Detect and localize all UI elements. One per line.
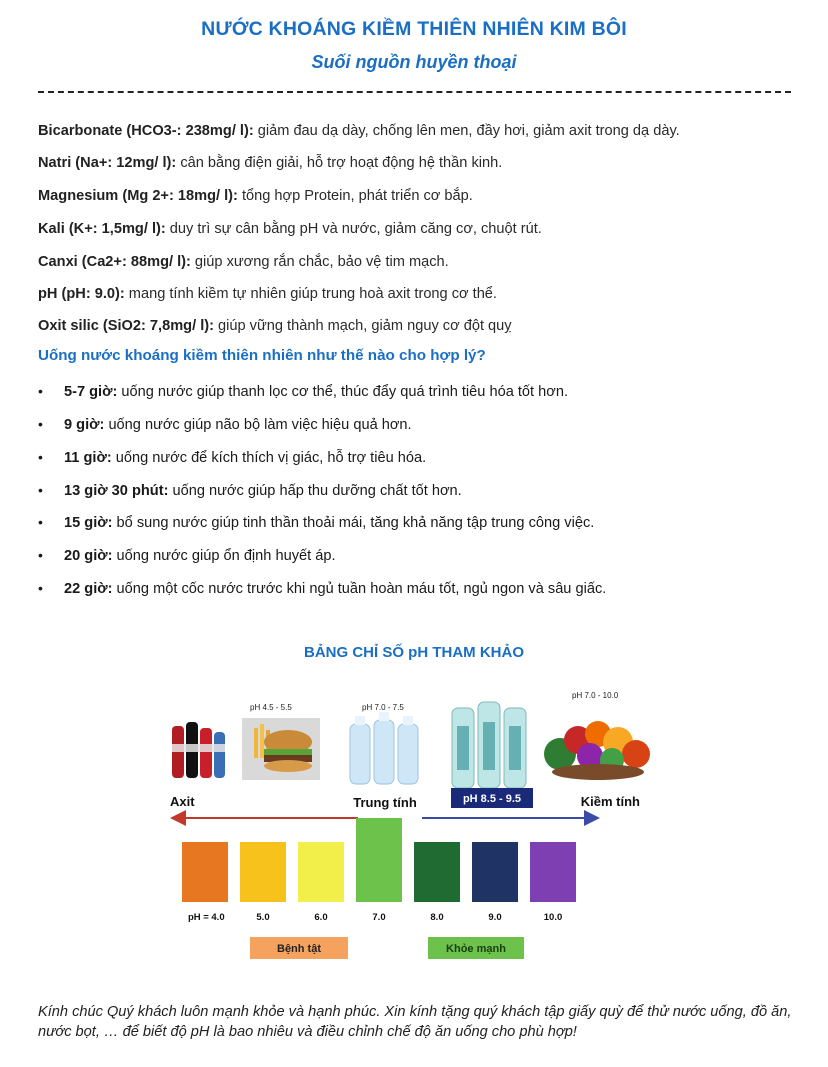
- fruit-bowl-icon: [544, 721, 650, 780]
- mineral-benefit: tổng hợp Protein, phát triển cơ bắp.: [237, 188, 473, 204]
- page-title: NƯỚC KHOÁNG KIỀM THIÊN NHIÊN KIM BÔI: [201, 18, 627, 40]
- mineral-name: pH (pH: 9.0):: [38, 286, 125, 302]
- mineral-benefit: cân bằng điện giải, hỗ trợ hoạt động hệ thần kinh.: [176, 155, 503, 171]
- ph-infographic: [150, 676, 670, 971]
- dashed-divider: [38, 91, 791, 93]
- bullet-icon: •: [38, 547, 43, 563]
- item-text: uống một cốc nước trước khi ngủ tuần hoàn máu tốt, ngủ ngon và sâu giấc.: [112, 581, 607, 597]
- bullet-icon: •: [38, 416, 43, 432]
- bullet-icon: •: [38, 482, 43, 498]
- ph-tick-label: 10.0: [543, 912, 563, 923]
- item-text: bổ sung nước giúp tinh thần thoải mái, tăng khả năng tập trung công việc.: [112, 515, 595, 531]
- item-text: uống nước giúp hấp thu dưỡng chất tốt hơn.: [168, 483, 462, 499]
- water-bottles-icon: [350, 712, 418, 784]
- range-label-food: pH 4.5 - 5.5: [250, 703, 292, 712]
- ph-scale: [182, 818, 576, 923]
- bullet-icon: •: [38, 514, 43, 530]
- range-label-fruit: pH 7.0 - 10.0: [572, 691, 619, 700]
- ph-swatch: [182, 842, 228, 902]
- sick-label: Bệnh tật: [277, 943, 321, 955]
- mineral-benefit: duy trì sự cân bằng pH và nước, giảm căng cơ, chuột rút.: [165, 221, 542, 237]
- time-label: 22 giờ:: [64, 581, 113, 597]
- howto-heading: Uống nước khoáng kiềm thiên nhiên như thế nào cho hợp lý?: [38, 347, 486, 364]
- footer-note: Kính chúc Quý khách luôn mạnh khỏe và hạnh phúc. Xin kính tặng quý khách tập giấy quỳ để thử nước uống, đồ ăn, nước bọt, … để biết độ pH là bao nhiêu và điều chỉnh chế độ ăn uống cho phù hợp!: [38, 1004, 792, 1040]
- mineral-line: [38, 318, 512, 334]
- bullet-icon: •: [38, 383, 43, 399]
- time-label: 9 giờ:: [64, 417, 105, 433]
- alkaline-range-label: pH 8.5 - 9.5: [462, 793, 522, 805]
- bullet-icon: •: [38, 580, 43, 596]
- list-item: [38, 580, 606, 597]
- mineral-line: [38, 254, 449, 270]
- ph-chart-title: BẢNG CHỈ SỐ pH THAM KHẢO: [304, 644, 524, 661]
- mineral-name: Natri (Na+: 12mg/ l):: [38, 155, 177, 171]
- page-subtitle: Suối nguồn huyền thoại: [311, 52, 517, 72]
- list-item: [38, 482, 462, 499]
- ph-swatch: [240, 842, 286, 902]
- soda-bottles-icon: [172, 722, 225, 778]
- ph-tick-label: 4.0: [211, 912, 225, 923]
- list-item: [38, 383, 568, 400]
- ph-swatch: [298, 842, 344, 902]
- ph-swatch: [472, 842, 518, 902]
- mineral-name: Oxit silic (SiO2: 7,8mg/ l):: [38, 318, 214, 334]
- mineral-name: Kali (K+: 1,5mg/ l):: [38, 221, 166, 237]
- mineral-name: Magnesium (Mg 2+: 18mg/ l):: [38, 188, 238, 204]
- healthy-label: Khỏe mạnh: [446, 943, 506, 955]
- time-label: 11 giờ:: [64, 450, 112, 466]
- item-text: uống nước giúp ổn định huyết áp.: [112, 548, 336, 564]
- ph-tick-label: 6.0: [314, 912, 328, 923]
- mineral-benefit: giúp vững thành mạch, giảm nguy cơ đột quỵ: [213, 318, 512, 334]
- time-label: 13 giờ 30 phút:: [64, 483, 169, 499]
- bullet-icon: •: [38, 449, 43, 465]
- mineral-name: Bicarbonate (HCO3-: 238mg/ l):: [38, 123, 254, 139]
- range-label-water: pH 7.0 - 7.5: [362, 703, 404, 712]
- ph-tick-label: 8.0: [430, 912, 444, 923]
- item-text: uống nước giúp não bộ làm việc hiệu quả hơn.: [104, 417, 412, 433]
- alkaline-water-bottles-icon: [452, 702, 526, 788]
- time-label: 5-7 giờ:: [64, 384, 118, 400]
- mineral-benefit: mang tính kiềm tự nhiên giúp trung hoà axit trong cơ thể.: [124, 286, 497, 302]
- ph-swatch: [530, 842, 576, 902]
- mineral-line: [38, 188, 473, 204]
- mineral-line: [38, 221, 542, 237]
- mineral-name: Canxi (Ca2+: 88mg/ l):: [38, 254, 191, 270]
- scale-prefix-label: pH =: [188, 912, 209, 923]
- list-item: [38, 547, 336, 564]
- time-label: 15 giờ:: [64, 515, 113, 531]
- mineral-line: [38, 123, 680, 139]
- ph-tick-label: 9.0: [488, 912, 502, 923]
- time-label: 20 giờ:: [64, 548, 113, 564]
- ph-swatch: [414, 842, 460, 902]
- burger-fries-icon: [242, 718, 320, 780]
- mineral-line: [38, 155, 502, 171]
- list-item: [38, 514, 594, 531]
- mineral-line: [38, 286, 497, 302]
- alkaline-label: Kiềm tính: [580, 794, 640, 809]
- acid-label: Axit: [170, 794, 195, 809]
- item-text: uống nước giúp thanh lọc cơ thể, thúc đẩy quá trình tiêu hóa tốt hơn.: [117, 384, 568, 400]
- item-text: uống nước để kích thích vị giác, hỗ trợ tiêu hóa.: [111, 450, 427, 466]
- mineral-benefit: giảm đau dạ dày, chống lên men, đầy hơi, giảm axit trong dạ dày.: [253, 123, 680, 139]
- neutral-label: Trung tính: [353, 795, 417, 810]
- ph-tick-label: 7.0: [372, 912, 386, 923]
- list-item: [38, 416, 412, 433]
- ph-tick-label: 5.0: [256, 912, 270, 923]
- list-item: [38, 449, 426, 466]
- ph-swatch: [356, 818, 402, 902]
- mineral-benefit: giúp xương rắn chắc, bảo vệ tim mạch.: [190, 254, 449, 270]
